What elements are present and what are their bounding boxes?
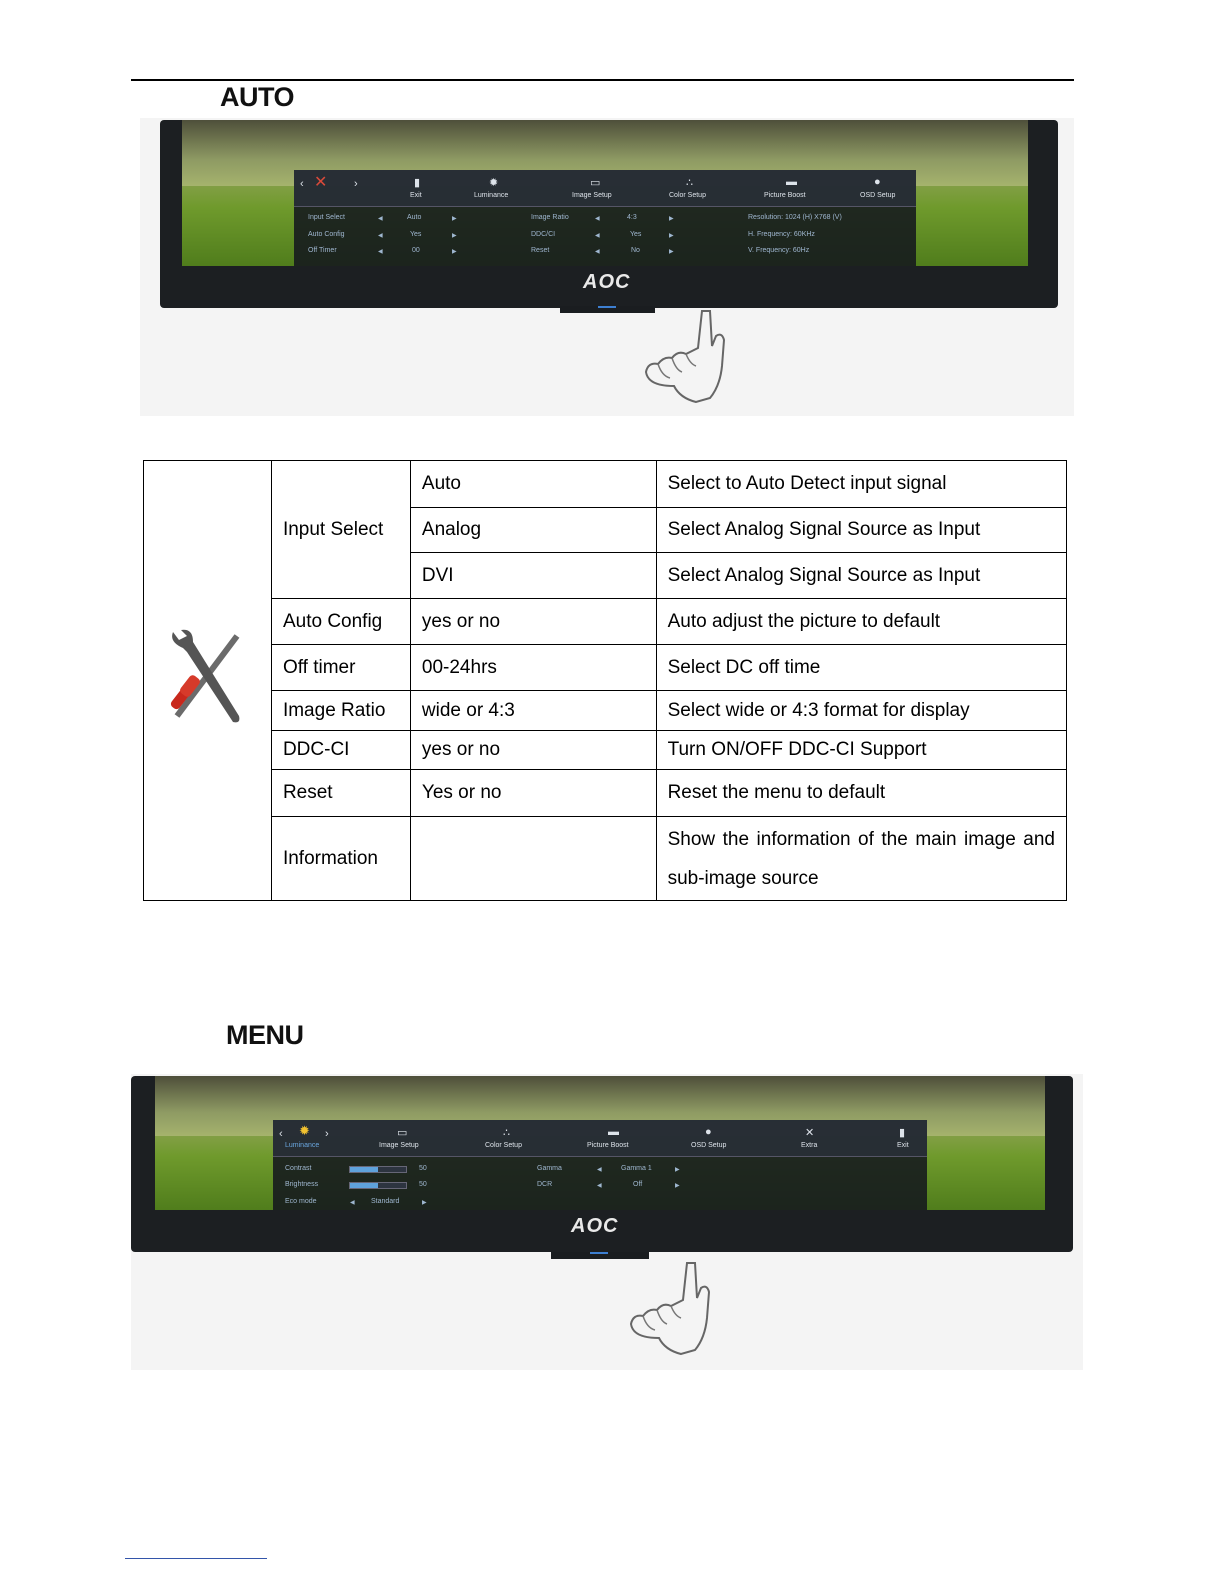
- table-option-cell: wide or 4:3: [410, 691, 656, 731]
- arrow-left-icon[interactable]: ◀: [378, 249, 383, 255]
- osd-tab-picture-boost[interactable]: Picture Boost: [587, 1142, 629, 1149]
- monitor-screen: [182, 120, 1028, 266]
- arrow-left-icon[interactable]: ◀: [378, 233, 383, 239]
- osd-row-label[interactable]: Eco mode: [285, 1198, 317, 1205]
- osd-menu: [273, 1120, 927, 1210]
- osd-icon: ●: [874, 176, 881, 188]
- brightness-slider-fill: [350, 1183, 378, 1188]
- table-option-cell: yes or no: [410, 731, 656, 770]
- menu-heading: MENU: [226, 1020, 304, 1050]
- osd-tab-luminance[interactable]: Luminance: [285, 1142, 320, 1149]
- arrow-left-icon[interactable]: ◀: [378, 216, 383, 222]
- auto-heading: AUTO: [220, 82, 295, 112]
- picture-icon: ▬: [608, 1126, 619, 1138]
- monitor-screen: [155, 1076, 1045, 1210]
- tools-icon: [165, 628, 249, 728]
- tools-icon[interactable]: ✕: [314, 174, 328, 191]
- osd-row-value: Gamma 1: [621, 1165, 652, 1172]
- osd-row-label[interactable]: Off Timer: [308, 247, 337, 254]
- table-option-cell: yes or no: [410, 599, 656, 645]
- auto-monitor-figure: [140, 118, 1074, 416]
- table-desc-cell: Auto adjust the picture to default: [656, 599, 1066, 645]
- table-option-cell: Analog: [410, 508, 656, 553]
- table-option-cell: DVI: [410, 553, 656, 599]
- table-item-cell: Information: [271, 817, 410, 901]
- chevron-right-icon[interactable]: ›: [354, 178, 358, 190]
- arrow-left-icon[interactable]: ◀: [595, 249, 600, 255]
- color-icon: ∴: [686, 177, 693, 189]
- table-item-cell: DDC-CI: [271, 731, 410, 770]
- table-desc-cell: Select wide or 4:3 format for display: [656, 691, 1066, 731]
- osd-row-value: Off: [633, 1181, 643, 1188]
- table-item-cell: Input Select: [271, 461, 410, 599]
- osd-tab-bar: [273, 1120, 927, 1157]
- chevron-left-icon[interactable]: ‹: [279, 1128, 283, 1140]
- exit-icon: ▮: [414, 177, 421, 189]
- osd-row-label[interactable]: Input Select: [308, 214, 345, 221]
- osd-info-line: Resolution: 1024 (H) X768 (V): [748, 214, 842, 221]
- osd-row-value: 4:3: [627, 214, 637, 221]
- osd-row-value: Auto: [407, 214, 422, 221]
- table-desc-cell: Show the information of the main image and sub-image source: [656, 817, 1066, 901]
- table-desc-cell: Select DC off time: [656, 645, 1066, 691]
- table-desc-cell: Turn ON/OFF DDC-CI Support: [656, 731, 1066, 770]
- osd-row-label[interactable]: Brightness: [285, 1181, 319, 1188]
- osd-row-value: Yes: [630, 231, 642, 238]
- arrow-right-icon[interactable]: ▶: [422, 1200, 427, 1206]
- brightness-slider[interactable]: [349, 1182, 407, 1189]
- osd-row-value: 50: [419, 1165, 427, 1172]
- arrow-right-icon[interactable]: ▶: [669, 233, 674, 239]
- pointing-hand-icon: [640, 306, 760, 406]
- table-item-cell: Auto Config: [271, 599, 410, 645]
- tools-icon: ✕: [805, 1127, 815, 1139]
- table-desc-cell: Select to Auto Detect input signal: [656, 461, 1066, 508]
- arrow-right-icon[interactable]: ▶: [675, 1183, 680, 1189]
- osd-tab-bar: [294, 170, 916, 207]
- osd-row-value: Yes: [410, 231, 422, 238]
- table-option-cell: Yes or no: [410, 770, 656, 817]
- table-item-cell: Reset: [271, 770, 410, 817]
- osd-info-line: H. Frequency: 60KHz: [748, 231, 815, 238]
- power-led: [590, 1252, 608, 1254]
- color-icon: ∴: [503, 1127, 510, 1139]
- table-option-cell: 00-24hrs: [410, 645, 656, 691]
- table-desc-cell: Select Analog Signal Source as Input: [656, 553, 1066, 599]
- sun-icon: ✹: [299, 1123, 310, 1138]
- osd-tab-color-setup[interactable]: Color Setup: [669, 192, 706, 199]
- pointing-hand-icon: [625, 1258, 745, 1358]
- arrow-right-icon[interactable]: ▶: [452, 249, 457, 255]
- osd-row-label[interactable]: Image Ratio: [531, 214, 569, 221]
- osd-tab-exit[interactable]: Exit: [410, 192, 422, 199]
- arrow-left-icon[interactable]: ◀: [595, 216, 600, 222]
- osd-row-label[interactable]: Auto Config: [308, 231, 345, 238]
- auto-settings-table: [143, 460, 1067, 901]
- osd-row-value: 00: [412, 247, 420, 254]
- brand-logo: AOC: [571, 1215, 619, 1237]
- arrow-left-icon[interactable]: ◀: [597, 1167, 602, 1173]
- sun-icon: ✹: [489, 177, 499, 189]
- table-item-cell: Off timer: [271, 645, 410, 691]
- osd-row-value: Standard: [371, 1198, 400, 1205]
- arrow-left-icon[interactable]: ◀: [595, 233, 600, 239]
- table-icon-cell: [144, 461, 272, 901]
- osd-tab-osd-setup[interactable]: OSD Setup: [691, 1142, 727, 1149]
- osd-row-label[interactable]: Reset: [531, 247, 550, 254]
- contrast-slider-fill: [350, 1167, 378, 1172]
- menu-monitor-figure: [131, 1074, 1083, 1370]
- contrast-slider[interactable]: [349, 1166, 407, 1173]
- table-item-cell: Image Ratio: [271, 691, 410, 731]
- arrow-right-icon[interactable]: ▶: [669, 249, 674, 255]
- arrow-left-icon[interactable]: ◀: [350, 1200, 355, 1206]
- osd-info-line: V. Frequency: 60Hz: [748, 247, 810, 254]
- arrow-right-icon[interactable]: ▶: [452, 216, 457, 222]
- table-option-cell: [410, 817, 656, 901]
- header-rule: [131, 79, 1074, 81]
- osd-tab-color-setup[interactable]: Color Setup: [485, 1142, 522, 1149]
- osd-tab-picture-boost[interactable]: Picture Boost: [764, 192, 806, 199]
- osd-tab-image-setup[interactable]: Image Setup: [572, 192, 612, 199]
- arrow-right-icon[interactable]: ▶: [675, 1167, 680, 1173]
- chevron-left-icon[interactable]: ‹: [300, 178, 304, 190]
- osd-tab-image-setup[interactable]: Image Setup: [379, 1142, 419, 1149]
- osd-tab-extra[interactable]: Extra: [801, 1142, 818, 1149]
- arrow-left-icon[interactable]: ◀: [597, 1183, 602, 1189]
- osd-row-label[interactable]: Contrast: [285, 1165, 312, 1172]
- image-icon: ▭: [590, 177, 601, 189]
- exit-icon: ▮: [899, 1127, 906, 1139]
- arrow-right-icon[interactable]: ▶: [452, 233, 457, 239]
- brand-logo: AOC: [583, 271, 631, 293]
- picture-icon: ▬: [786, 176, 797, 188]
- table-option-cell: Auto: [410, 461, 656, 508]
- chevron-right-icon[interactable]: ›: [325, 1128, 329, 1140]
- osd-row-label[interactable]: DDC/CI: [531, 231, 556, 238]
- osd-icon: ●: [705, 1126, 712, 1138]
- osd-row-label[interactable]: Gamma: [537, 1165, 562, 1172]
- osd-row-value: No: [631, 247, 640, 254]
- power-led: [598, 306, 616, 308]
- table-desc-cell: Select Analog Signal Source as Input: [656, 508, 1066, 553]
- footnote-rule: [125, 1558, 267, 1559]
- osd-tab-luminance[interactable]: Luminance: [474, 192, 509, 199]
- osd-menu: [294, 170, 916, 266]
- osd-row-value: 50: [419, 1181, 427, 1188]
- arrow-right-icon[interactable]: ▶: [669, 216, 674, 222]
- osd-tab-osd-setup[interactable]: OSD Setup: [860, 192, 896, 199]
- table-desc-cell: Reset the menu to default: [656, 770, 1066, 817]
- osd-tab-exit[interactable]: Exit: [897, 1142, 909, 1149]
- osd-row-label[interactable]: DCR: [537, 1181, 553, 1188]
- image-icon: ▭: [397, 1127, 408, 1139]
